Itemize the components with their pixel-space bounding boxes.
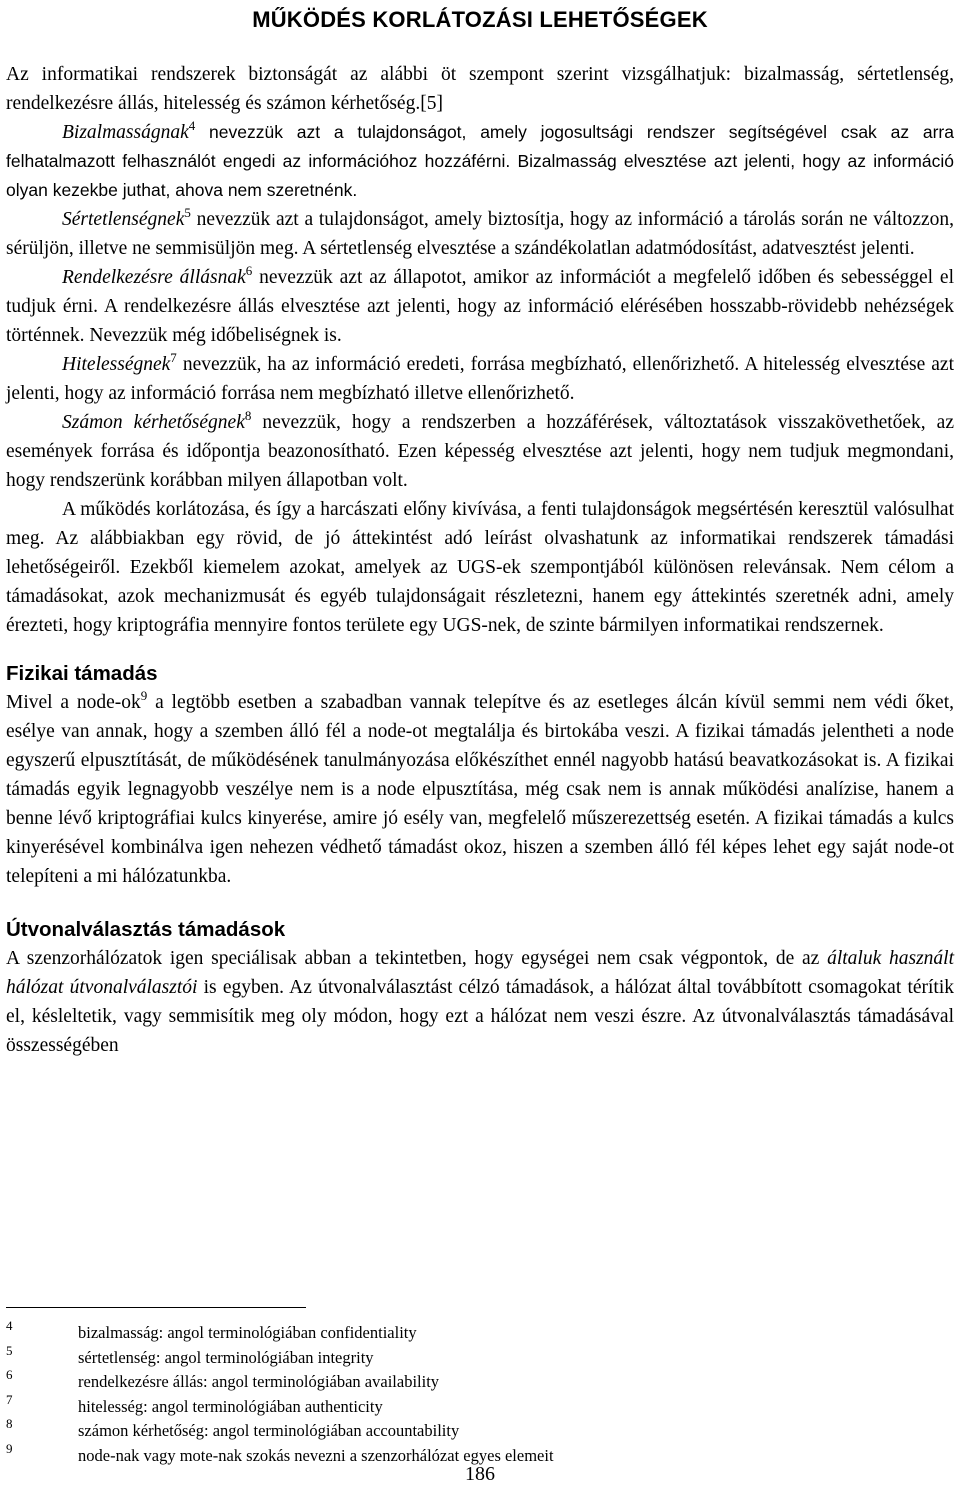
footnote-ref[interactable]: 7 <box>170 350 177 365</box>
section-heading-routing-attacks: Útvonalválasztás támadások <box>6 918 286 941</box>
footnote-number: 6 <box>6 1367 13 1382</box>
section-text: is egyben. Az útvonalválasztást célzó támadások, a hálózat által továbbított csomagokat térítik el, késleltetik, vagy semmisítik meg oly módon, hogy ezt a hálózat nem veszi észre. Az útvonalválasztás támadásával összességében <box>6 977 955 1056</box>
footnote-text: rendelkezésre állás: angol terminológiában availability <box>78 1372 440 1391</box>
definition-term: Bizalmasságnak <box>62 122 189 143</box>
footnote-text: sértetlenség: angol terminológiában integrity <box>78 1347 374 1367</box>
footnotes <box>6 1320 946 1467</box>
definition-confidentiality <box>6 118 954 205</box>
footnote-text: node-nak vagy mote-nak szokás nevezni a szenzorhálózat egyes elemeit <box>78 1445 554 1465</box>
page-title: MŰKÖDÉS KORLÁTOZÁSI LEHETŐSÉGEK <box>252 7 708 32</box>
footnote-ref[interactable]: 9 <box>140 688 148 703</box>
section-text: a legtöbb esetben a szabadban vannak telepítve és az esetleges álcán kívül semmi nem védi őket, esélye van annak, hogy a szemben álló fél a node-ot megtalálja és birtokába veszi. A fizikai támadás jelentheti a node egyszerű elpusztítását, de működésének tanulmányozása előkészíthet ennél nagyobb hatású beavatkozásokat is. A fizikai támadás egyik legnagyobb veszélye nem is a node elpusztítása, még csak nem is annak működési analízise, hanem a benne lévő kriptográfiai kulcs kinyerése, amire jó esély van, megfelelő műszerezettség esetén. A fizikai támadás a kulcs kinyerésével kombinálva igen nehezen védhető támadást okoz, hiszen a szemben álló fél képes lehet egy saját node-ot telepíteni a mi hálózatunkba. <box>6 692 954 887</box>
footnote-item <box>6 1391 946 1419</box>
definition-text: nevezzük azt a tulajdonságot, amely jogosultsági rendszer segítségével csak az arra felhatalmazott felhasználót engedi az információhoz hozzáférni. Bizalmasság elvesztése azt jelenti, hogy az információ olyan kezekbe juthat, ahova nem szeretnénk. <box>6 122 954 200</box>
definition-term: Hitelességnek <box>62 354 171 375</box>
footnote-number: 7 <box>6 1391 13 1407</box>
section-text: Mivel a node-ok <box>6 692 141 713</box>
definition-text: nevezzük, ha az információ eredeti, forrása megbízható, ellenőrizhető. A hitelesség elvesztése azt jelenti, hogy az információ forrása nem megbízható illetve ellenőrizhető. <box>6 354 954 404</box>
definition-term: Számon kérhetőségnek <box>62 412 245 433</box>
footnote-number: 5 <box>6 1342 13 1358</box>
definition-authenticity <box>6 350 954 408</box>
page-number: 186 <box>465 1463 495 1485</box>
footnote-ref[interactable]: 6 <box>245 263 253 278</box>
definition-text: nevezzük, hogy a rendszerben a hozzáférések, változtatások visszakövethetőek, az események forrása és időpontja beazonosítható. Ezen képesség elvesztése azt jelenti, hogy nem tudjuk megmondani, hogy rendszerünk korábban milyen állapotban volt. <box>6 412 954 491</box>
intro-text: Az informatikai rendszerek biztonságát az alábbi öt szempont szerint vizsgálhatjuk: bizalmasság, sértetlenség, rendelkezésre állás, hitelesség és számon kérhetőség.[5] <box>6 64 954 114</box>
definition-accountability <box>6 408 954 495</box>
definition-term: Rendelkezésre állásnak <box>62 267 246 288</box>
footnote-text: bizalmasság: angol terminológiában confidentiality <box>78 1323 417 1342</box>
definition-term: Sértetlenségnek <box>62 209 185 230</box>
footnote-number: 8 <box>6 1416 13 1431</box>
footnote-ref[interactable]: 5 <box>184 205 191 220</box>
footnote-separator <box>6 1307 306 1308</box>
footnote-text: hitelesség: angol terminológiában authenticity <box>78 1396 383 1416</box>
definition-integrity <box>6 205 954 263</box>
footnote-ref[interactable]: 4 <box>188 118 196 133</box>
footnote-ref[interactable]: 8 <box>244 408 252 423</box>
definition-text: nevezzük azt a tulajdonságot, amely biztosítja, hogy az információ a tárolás során ne változzon, sérüljön, illetve ne semmisüljön meg. A sértetlenség elvesztése a szándékolatlan adatmódosítást, adatvesztést jelenti. <box>6 209 954 259</box>
summary-text: A működés korlátozása, és így a harcászati előny kivívása, a fenti tulajdonságok megsértésén keresztül valósulhat meg. Az alábbiakban egy rövid, de jó áttekintést adó leírást olvashatunk az informatikai rendszerek támadási lehetőségeiről. Ezekből kiemelem azokat, amelyek az UGS-ek szempontjából különösen relevánsak. Nem célom a támadásokat, azok mechanizmusát és egyéb tulajdonságait részletezni, hanem egy áttekintés szeretnék adni, amely érezteti, hogy kriptográfia mennyire fontos területe egy UGS-nek, de szinte bármilyen informatikai rendszernek. <box>6 499 954 636</box>
routing-attacks-paragraph <box>6 944 954 1060</box>
section-heading-physical-attack: Fizikai támadás <box>6 662 158 685</box>
footnote-text: számon kérhetőség: angol terminológiában accountability <box>78 1421 460 1440</box>
definition-text: nevezzük azt az állapotot, amikor az információt a megfelelő időben és sebességgel el tudjuk érni. A rendelkezésre állás elvesztése azt jelenti, hogy az információ elérésében hosszabb-rövidebb nehézségek történnek. Nevezzük még időbeliségnek is. <box>6 267 954 346</box>
footnote-item <box>6 1369 946 1394</box>
definition-availability <box>6 263 954 350</box>
footnote-item <box>6 1320 946 1345</box>
summary-paragraph <box>6 495 954 640</box>
physical-attack-paragraph <box>6 688 954 891</box>
intro-paragraph <box>6 60 954 118</box>
footnote-number: 9 <box>6 1440 13 1456</box>
footnote-item <box>6 1418 946 1443</box>
footnote-number: 4 <box>6 1318 13 1333</box>
document-page <box>6 0 954 1060</box>
section-italic-text: általuk használt hálózat útvonalválasztói <box>6 948 955 998</box>
footnote-item <box>6 1342 946 1370</box>
section-text: A szenzorhálózatok igen speciálisak abban a tekintetben, hogy egységei nem csak végpontok, de az <box>6 948 828 969</box>
